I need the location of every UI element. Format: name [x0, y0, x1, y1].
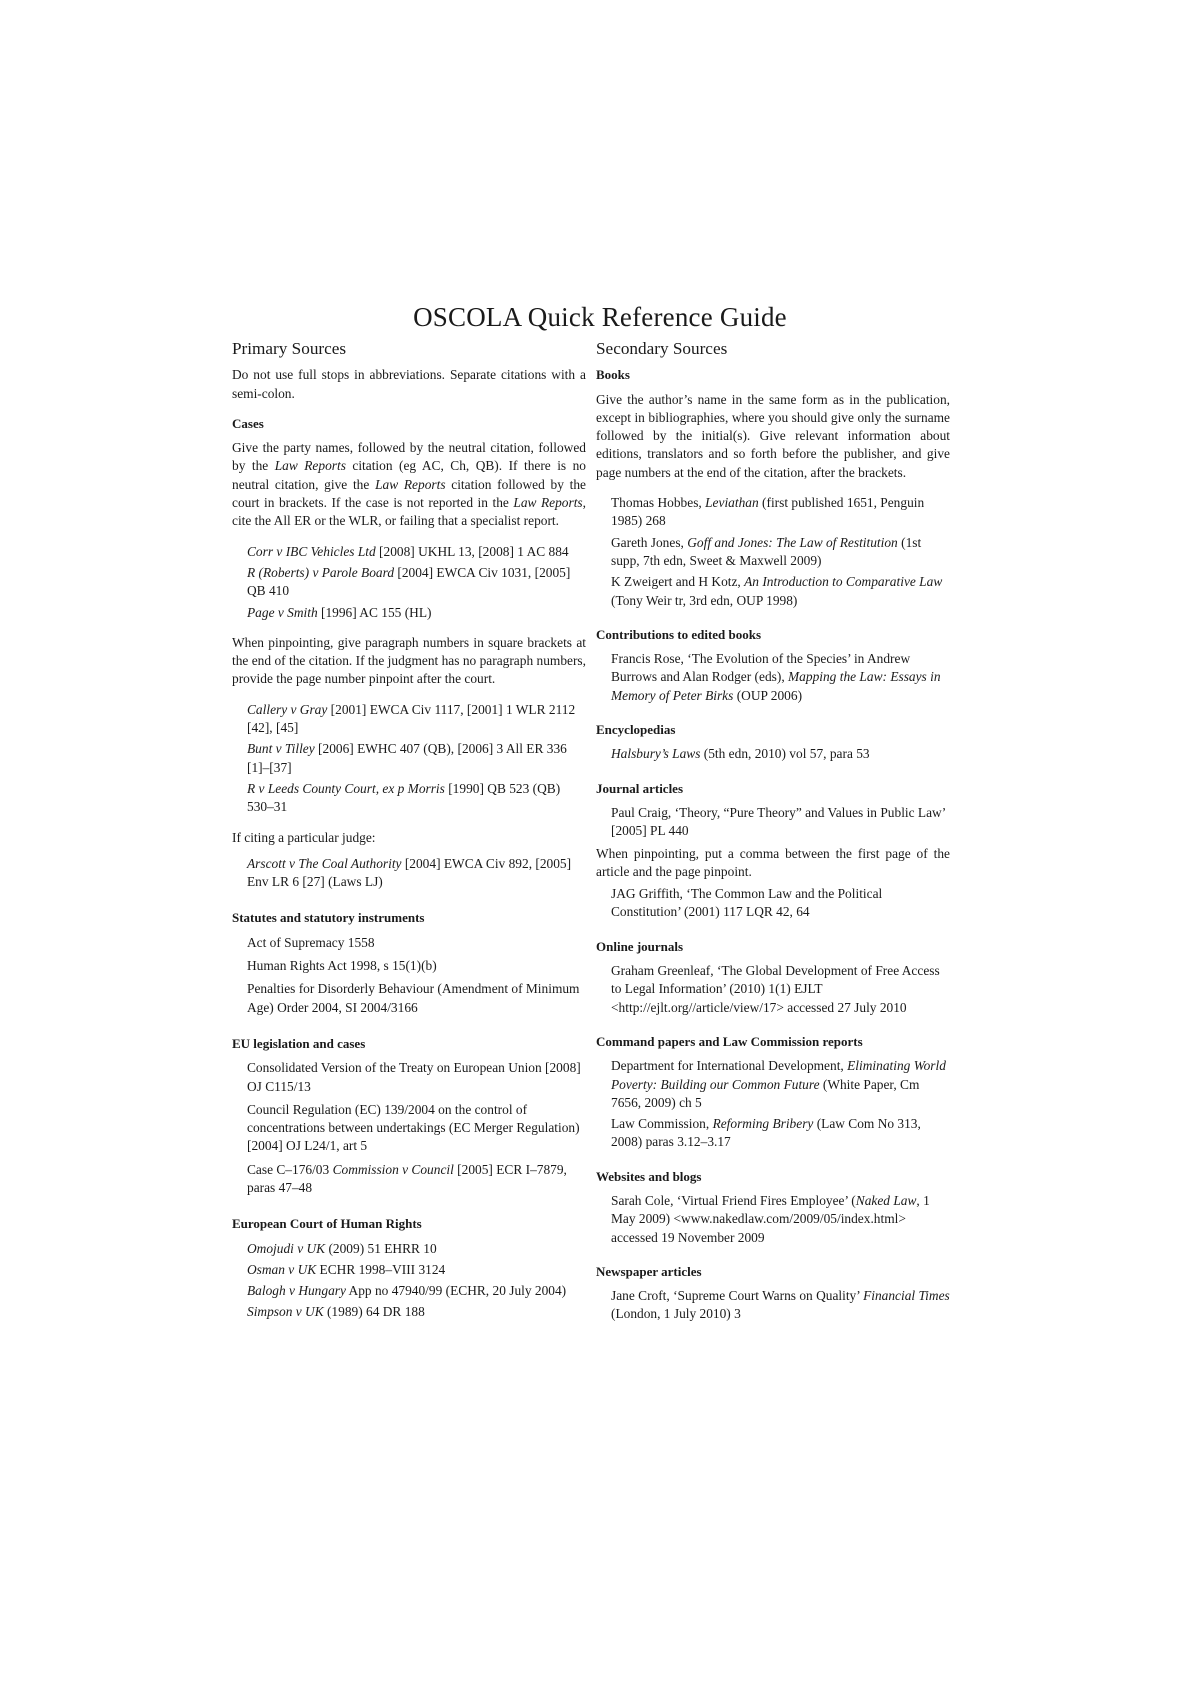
text-run: [2001] EWCA Civ 1117, [2001] 1 WLR 2112 [42], [45]	[247, 701, 576, 736]
italic-text: Arscott v The Coal Authority	[247, 855, 402, 871]
text-run: [2005] ECR I–7879, paras 47–48	[247, 1161, 567, 1195]
italic-text: Law Reports	[375, 476, 446, 492]
text-run: Case C–176/03	[247, 1161, 333, 1177]
books-heading: Books	[596, 367, 630, 383]
text-run: Give the author’s name in the same form as in the publication, except in bibliographies, where you should give only the surname followed by the initial(s). Give relevant information about editions, translators and so forth before the publisher, and give page numbers at the end of the citation, after the brackets.	[596, 391, 950, 480]
italic-text: Mapping the Law: Essays in Memory of Peter Birks	[611, 669, 941, 703]
online-list	[611, 962, 950, 1017]
italic-text: Page v Smith	[247, 604, 318, 620]
citation-example	[247, 934, 586, 952]
citation-example	[247, 1261, 586, 1279]
text-run: (Tony Weir tr, 3rd edn, OUP 1998)	[611, 592, 798, 608]
citation-example	[611, 494, 950, 531]
citation-example	[247, 604, 586, 622]
citation-example	[611, 650, 950, 705]
text-run: (White Paper, Cm 7656, 2009) ch 5	[611, 1076, 920, 1110]
contributions-list	[611, 650, 950, 705]
online-heading: Online journals	[596, 938, 684, 954]
text-run: (2009) 51 EHRR 10	[325, 1240, 437, 1256]
citation-example	[611, 1287, 950, 1324]
text-run: [2004] EWCA Civ 1031, [2005] QB 410	[247, 564, 571, 599]
italic-text: Eliminating World Poverty: Building our Common Future	[611, 1058, 946, 1092]
italic-text: Simpson v UK	[247, 1304, 324, 1320]
text-run: Francis Rose, ‘The Evolution of the Species’ in Andrew Burrows and Alan Rodger (eds),	[611, 651, 911, 685]
text-run: [2006] EWHC 407 (QB), [2006] 3 All ER 336 [1]–[37]	[247, 741, 567, 775]
text-run: citation followed by the court in brackets. If the case is not reported in the	[232, 476, 586, 511]
statutes-heading: Statutes and statutory instruments	[232, 910, 425, 926]
citation-example	[247, 1282, 586, 1300]
italic-text: Corr v IBC Vehicles Ltd	[247, 543, 376, 559]
text-run: [1990] QB 523 (QB) 530–31	[247, 780, 561, 815]
italic-text: R (Roberts) v Parole Board	[247, 564, 395, 580]
italic-text: An Introduction to Comparative Law	[744, 574, 943, 590]
italic-text: Callery v Gray	[247, 701, 328, 717]
cases-para-2	[232, 634, 586, 689]
text-run: Penalties for Disorderly Behaviour (Amendment of Minimum Age) Order 2004, SI 2004/3166	[247, 981, 580, 1015]
page-title: OSCOLA Quick Reference Guide	[413, 302, 787, 332]
primary-intro: Do not use full stops in abbreviations. Separate citations with a semi-colon.	[232, 367, 586, 401]
text-run: App no 47940/99 (ECHR, 20 July 2004)	[345, 1283, 567, 1299]
eu-heading: EU legislation and cases	[232, 1035, 366, 1051]
text-run: [2004] EWCA Civ 892, [2005] Env LR 6 [27] (Laws LJ)	[247, 855, 572, 890]
text-run: Give the party names, followed by the neutral citation, followed by the	[232, 440, 586, 474]
citation-example	[247, 980, 586, 1017]
cases-para-1	[232, 439, 586, 530]
italic-text: Reforming Bribery	[712, 1116, 814, 1132]
text-run: Jane Croft, ‘Supreme Court Warns on Quality’	[611, 1288, 864, 1304]
journals-list	[611, 804, 950, 841]
command-list	[611, 1057, 950, 1151]
command-heading: Command papers and Law Commission reports	[596, 1033, 863, 1049]
text-run: Thomas Hobbes,	[611, 495, 706, 511]
italic-text: Goff and Jones: The Law of Restitution	[687, 534, 898, 550]
citation-example	[247, 543, 586, 561]
encyclopedias-list	[611, 745, 950, 763]
text-run: Consolidated Version of the Treaty on European Union [2008] OJ C115/13	[247, 1060, 581, 1094]
echr-list	[247, 1240, 586, 1322]
cases-examples-3	[247, 855, 586, 892]
text-run: Act of Supremacy 1558	[247, 934, 375, 950]
text-run: Human Rights Act 1998, s 15(1)(b)	[247, 958, 437, 974]
citation-example	[611, 534, 950, 571]
journals-pinpoint: When pinpointing, put a comma between the first page of the article and the page pinpoint.	[596, 845, 950, 879]
newspapers-list	[611, 1287, 950, 1324]
text-run: (1989) 64 DR 188	[323, 1304, 425, 1320]
italic-text: Commission v Council	[332, 1161, 454, 1177]
books-list	[611, 494, 950, 610]
citation-example	[247, 780, 586, 817]
text-run: [2008] UKHL 13, [2008] 1 AC 884	[375, 543, 569, 559]
eu-list	[247, 1059, 586, 1197]
cases-heading: Cases	[232, 415, 264, 431]
citation-example	[247, 1059, 586, 1096]
citation-example	[611, 804, 950, 841]
citation-example	[611, 573, 950, 610]
citation-example	[247, 740, 586, 777]
italic-text: Osman v UK	[247, 1261, 317, 1277]
encyclopedias-heading: Encyclopedias	[596, 722, 676, 738]
text-run: (OUP 2006)	[733, 687, 803, 703]
text-run: Law Commission,	[611, 1116, 713, 1132]
text-run: Graham Greenleaf, ‘The Global Development of Free Access to Legal Information’ (2010) 1(1) EJLT <http://ejlt.org//article/view/17> accessed 27 July 2010	[611, 963, 940, 1015]
primary-sources-column	[232, 340, 586, 1334]
text-run: Department for International Development,	[611, 1058, 848, 1074]
citation-example	[247, 957, 586, 975]
citation-example	[611, 962, 950, 1017]
cases-examples-1	[247, 543, 586, 622]
citation-example	[611, 1057, 950, 1112]
websites-list	[611, 1192, 950, 1247]
text-run: (London, 1 July 2010) 3	[611, 1306, 741, 1322]
text-run: (Law Com No 313, 2008) paras 3.12–3.17	[611, 1116, 921, 1150]
cases-examples-2	[247, 701, 586, 817]
primary-sources-heading: Primary Sources	[232, 339, 347, 358]
text-run: ECHR 1998–VIII 3124	[316, 1261, 446, 1277]
text-run: JAG Griffith, ‘The Common Law and the Political Constitution’ (2001) 117 LQR 42, 64	[611, 886, 883, 920]
text-run: Paul Craig, ‘Theory, “Pure Theory” and Values in Public Law’ [2005] PL 440	[611, 804, 946, 839]
citation-example	[611, 1192, 950, 1247]
citation-example	[247, 1101, 586, 1156]
text-run: (5th edn, 2010) vol 57, para 53	[700, 746, 870, 762]
judge-intro: If citing a particular judge:	[232, 829, 376, 845]
websites-heading: Websites and blogs	[596, 1168, 702, 1184]
text-run: , 1 May 2009) <www.nakedlaw.com/2009/05/index.html> accessed 19 November 2009	[611, 1192, 930, 1245]
italic-text: R v Leeds County Court, ex p Morris	[247, 780, 445, 796]
citation-example	[247, 1161, 586, 1198]
text-run: [1996] AC 155 (HL)	[317, 604, 432, 620]
books-para	[596, 391, 950, 482]
citation-example	[247, 701, 586, 738]
text-run: citation (eg AC, Ch, QB). If there is no neutral citation, give the	[232, 458, 587, 492]
italic-text: Law Reports	[513, 495, 583, 511]
citation-example	[611, 885, 950, 922]
citation-example	[611, 1115, 950, 1152]
text-run: When pinpointing, give paragraph numbers in square brackets at the end of the citation. If the judgment has no paragraph numbers, provide the page number pinpoint after the court.	[232, 634, 586, 687]
citation-example	[611, 745, 950, 763]
citation-example	[247, 1240, 586, 1258]
text-run: (1st supp, 7th edn, Sweet & Maxwell 2009)	[611, 534, 922, 568]
text-run: Council Regulation (EC) 139/2004 on the control of concentrations between undertakings (EC Merger Regulation) [2004] OJ L24/1, art 5	[247, 1101, 580, 1154]
italic-text: Balogh v Hungary	[247, 1283, 346, 1299]
text-run: Sarah Cole, ‘Virtual Friend Fires Employee’ (	[611, 1192, 856, 1208]
journals-heading: Journal articles	[596, 780, 684, 796]
italic-text: Bunt v Tilley	[247, 741, 315, 757]
italic-text: Halsbury’s Laws	[611, 746, 701, 762]
italic-text: Leviathan	[705, 495, 759, 511]
italic-text: Naked Law	[855, 1192, 917, 1208]
contributions-heading: Contributions to edited books	[596, 626, 762, 642]
echr-heading: European Court of Human Rights	[232, 1216, 422, 1232]
italic-text: Omojudi v UK	[247, 1240, 326, 1256]
text-run: , cite the All ER or the WLR, or failing that a specialist report.	[232, 495, 587, 529]
text-run: K Zweigert and H Kotz,	[611, 574, 745, 590]
text-run: Gareth Jones,	[611, 534, 688, 550]
italic-text: Financial Times	[863, 1288, 950, 1304]
text-run: (first published 1651, Penguin 1985) 268	[611, 495, 925, 529]
citation-example	[247, 855, 586, 892]
newspapers-heading: Newspaper articles	[596, 1263, 702, 1279]
citation-example	[247, 564, 586, 601]
citation-example	[247, 1303, 586, 1321]
journals-list-2	[611, 885, 950, 922]
statutes-list	[247, 934, 586, 1017]
secondary-sources-column	[596, 340, 950, 1336]
italic-text: Law Reports	[274, 458, 346, 474]
secondary-sources-heading: Secondary Sources	[596, 339, 728, 358]
